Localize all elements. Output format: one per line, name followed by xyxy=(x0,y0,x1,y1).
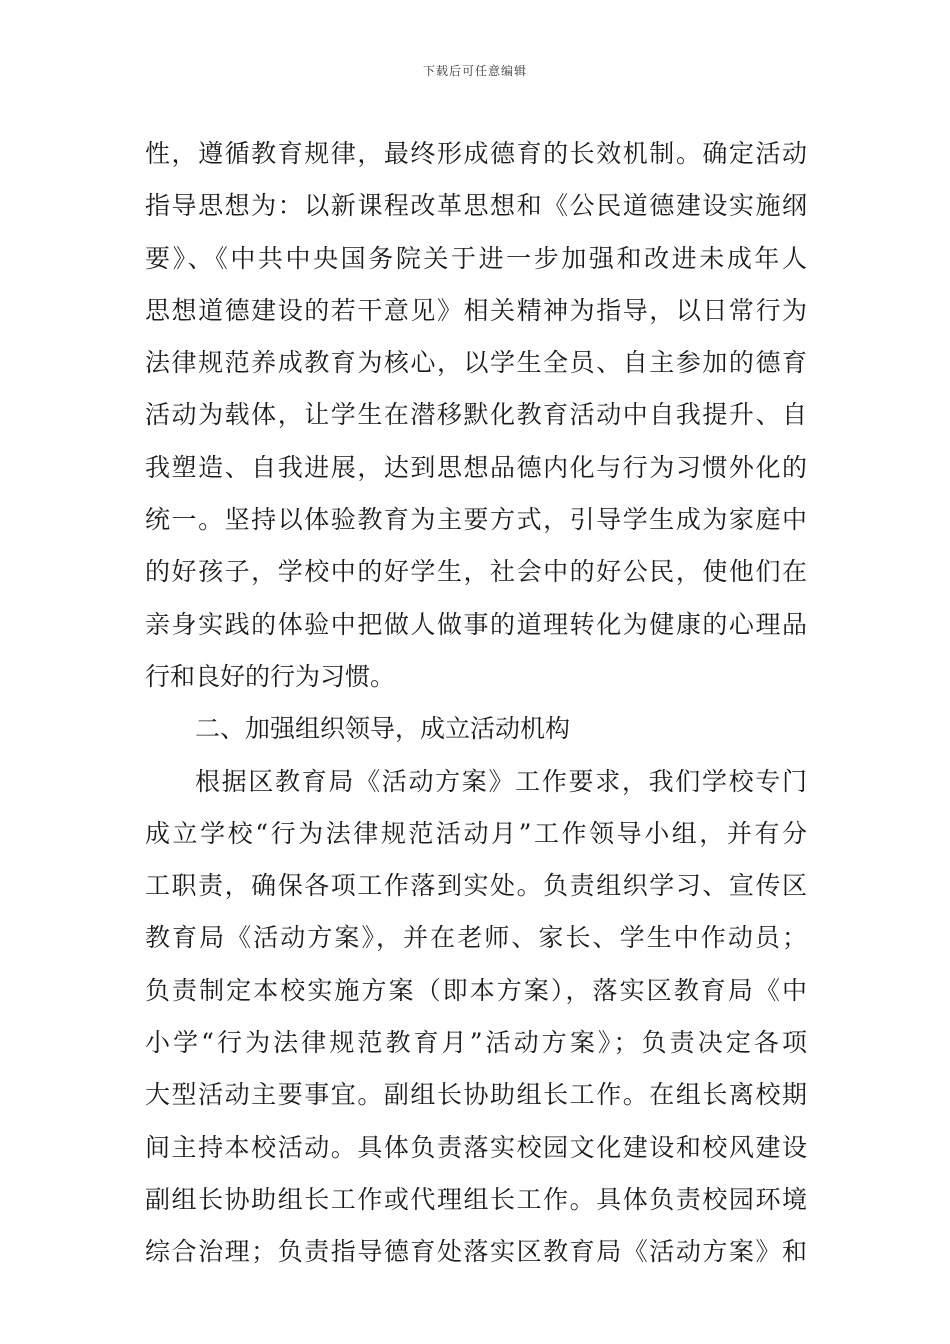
text-line: 大型活动主要事宜。副组长协助组长工作。在组长离校期 xyxy=(145,1080,807,1110)
text-line: 指导思想为：以新课程改革思想和《公民道德建设实施纲 xyxy=(145,191,807,221)
text-line: 的好孩子，学校中的好学生，社会中的好公民，使他们在 xyxy=(145,557,807,587)
text-line: 小学“行为法律规范教育月”活动方案》；负责决定各项 xyxy=(145,1028,807,1058)
text-line: 统一。坚持以体验教育为主要方式，引导学生成为家庭中 xyxy=(145,505,807,535)
text-line: 行和良好的行为习惯。 xyxy=(145,661,396,691)
text-line: 法律规范养成教育为核心，以学生全员、自主参加的德育 xyxy=(145,348,807,378)
document-body xyxy=(145,128,807,1279)
text-line: 综合治理；负责指导德育处落实区教育局《活动方案》和 xyxy=(145,1237,807,1267)
text-line: 要》、《中共中央国务院关于进一步加强和改进未成年人 xyxy=(145,243,807,273)
text-line: 思想道德建设的若干意见》相关精神为指导，以日常行为 xyxy=(145,295,807,325)
text-line: 成立学校“行为法律规范活动月”工作领导小组，并有分 xyxy=(145,818,807,848)
text-line: 根据区教育局《活动方案》工作要求，我们学校专门 xyxy=(195,766,807,796)
text-line: 间主持本校活动。具体负责落实校园文化建设和校风建设 xyxy=(145,1132,807,1162)
text-line: 副组长协助组长工作或代理组长工作。具体负责校园环境 xyxy=(145,1184,807,1214)
page-header-note: 下载后可任意编辑 xyxy=(422,64,527,78)
text-line: 教育局《活动方案》，并在老师、家长、学生中作动员； xyxy=(145,923,807,953)
section-heading: 二、加强组织领导，成立活动机构 xyxy=(195,714,571,744)
text-line: 亲身实践的体验中把做人做事的道理转化为健康的心理品 xyxy=(145,609,807,639)
text-line: 活动为载体，让学生在潜移默化教育活动中自我提升、自 xyxy=(145,400,807,430)
text-line: 负责制定本校实施方案（即本方案），落实区教育局《中 xyxy=(145,975,807,1005)
text-line: 性，遵循教育规律，最终形成德育的长效机制。确定活动 xyxy=(145,139,807,168)
text-line: 我塑造、自我进展，达到思想品德内化与行为习惯外化的 xyxy=(145,452,807,482)
text-line: 工职责，确保各项工作落到实处。负责组织学习、宣传区 xyxy=(145,871,807,901)
